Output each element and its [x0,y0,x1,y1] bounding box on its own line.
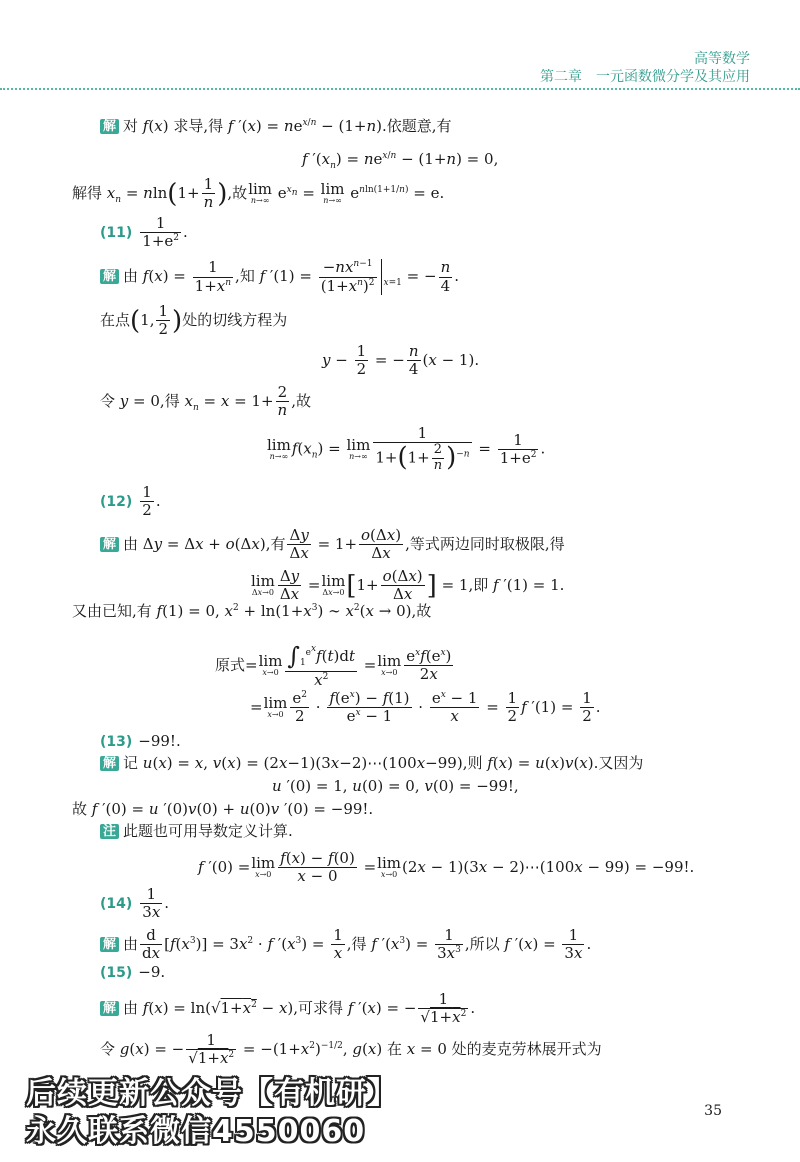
solution-line-5: 解 由 f(x) = $\frac{1}{1+x^n}$ ,知 f ′(1) = $\frac{-nx^{n-1}}{(1+x^n)^2}$ $_{x=1}$ = − $\frac{n}{4}$ . [100,259,459,295]
solution-line-13: 又由已知,有 f(1) = 0, $x^2 + \ln(1+x^3)$ ∼ $x^2(x \to 0)$,故 [72,602,432,620]
chapter-title: 第二章 一元函数微分学及其应用 [540,69,750,85]
problem-11: (11) $\frac{1}{1+e^2}$ . [100,214,188,251]
problem-15: (15) −9. [100,963,166,981]
solution-line-11: 解 由 Δy = Δx + o(Δx),有 $\frac{\Delta y}{\Delta x}$ = 1+ $\frac{o(\Delta x)}{\Delta x}$ ,等式两边同时取极限,得 [100,527,565,563]
limit-equation-11: lim n→∞ $f(x_n)$ = lim n→∞ 1 1+(1+ $\frac{2}{n}$ )$^{-n}$ = $\frac{1}{1+e^2}$ . [267,424,546,474]
note-tag: 注 [100,824,119,839]
book-title: 高等数学 [694,51,750,67]
initial-values: u ′(0) = 1, u(0) = 0, v(0) = −99!, [272,777,519,795]
problem-13: (13) −99!. [100,732,181,750]
problem-14: (14) $\frac{1}{3x}$ . [100,885,170,922]
solution-line-16: 解 记 u(x) = x, v(x) = (2x−1)(3x−2)⋯(100x−99),则 f(x) = u(x)v(x).又因为 [100,756,643,771]
derivative-definition: f ′(0) = lim x→0 $\frac{f(x) - f(0)}{x - 0}$ = lim x→0 (2x − 1)(3x − 2)⋯(100x − 99) = −99!. [198,849,695,886]
watermark-line-2: 永久联系微信4550060 [26,1114,366,1149]
note-line: 注 此题也可用导数定义计算. [100,824,293,839]
watermark-line-1: 后续更新公众号【有机研】 [26,1076,398,1111]
solution-line-18: 故 f ′(0) = u ′(0)v(0) + u(0)v ′(0) = −99!. [72,800,374,818]
original-expression-line-2: = lim x→0 $\frac{e^2}{2}$ · $\frac{f(e^x) - f(1)}{e^x - 1}$ · $\frac{e^x - 1}{x}$ = $\frac{1}{2}$ f ′(1) = $\frac{1}{2}$ . [250,689,601,726]
solution-line-24: 解 由 $f(x) = \ln(√1+x^2 - x)$,可求得 f ′(x) = − $\frac{1}{√1+x^2}$ . [100,991,475,1027]
solution-line-3: 解得 $x_n = nln(1+$ $\frac{1}{n}$ ),故 lim n→∞ $e^{x_n}$ = lim n→∞ $e^{nln(1+1/n)} = e$. [72,175,445,212]
page-number: 35 [704,1103,722,1119]
solution-line-22: 解 由 $\frac{d}{dx}$ $[f(x^3)] = 3x^2 \cdot f$ $'(x^3)$ = $\frac{1}{x}$ ,得 f $'(x^3)$ = $\frac{1}{3x^3}$ ,所以 f ′(x) = $\frac{1}{3x}$ . [100,927,591,963]
original-expression-line-1: 原式= lim x→0 $\frac{\int_1^{e^x}f(t)dt}{x^2}$ = lim x→0 $\frac{e^xf(e^x)}{2x}$ [215,642,452,689]
solution-line-1: 解 对 f(x) 求导,得 f $'(x) = ne^{x/n} - (1+n)$.依题意,有 [100,119,452,134]
limit-equation-12: lim Δx→0 $\frac{\Delta y}{\Delta x}$ = lim Δx→0 [1+ $\frac{o(\Delta x)}{\Delta x}$ ] = 1,即 f ′(1) = 1. [251,567,565,604]
solution-tag: 解 [100,119,119,134]
equation-line-2: f $'(x_n) = ne^{x/n} - (1+n) = 0$, [302,150,499,171]
tangent-equation: y − $\frac{1}{2}$ = − $\frac{n}{4}$ (x − 1). [322,342,480,379]
solution-line-25: 令 g(x) = − $\frac{1}{√1+x^2}$ = $-(1+x^2)^{-1/2}$, g(x) 在 x = 0 处的麦克劳林展开式为 [100,1031,602,1068]
header-divider [0,88,800,90]
problem-12: (12) $\frac{1}{2}$ . [100,483,161,520]
solution-line-6: 在点(1, $\frac{1}{2}$ )处的切线方程为 [100,302,288,339]
solution-line-8: 令 y = 0,得 $x_n = x = 1+$ $\frac{2}{n}$ ,故 [100,383,311,420]
